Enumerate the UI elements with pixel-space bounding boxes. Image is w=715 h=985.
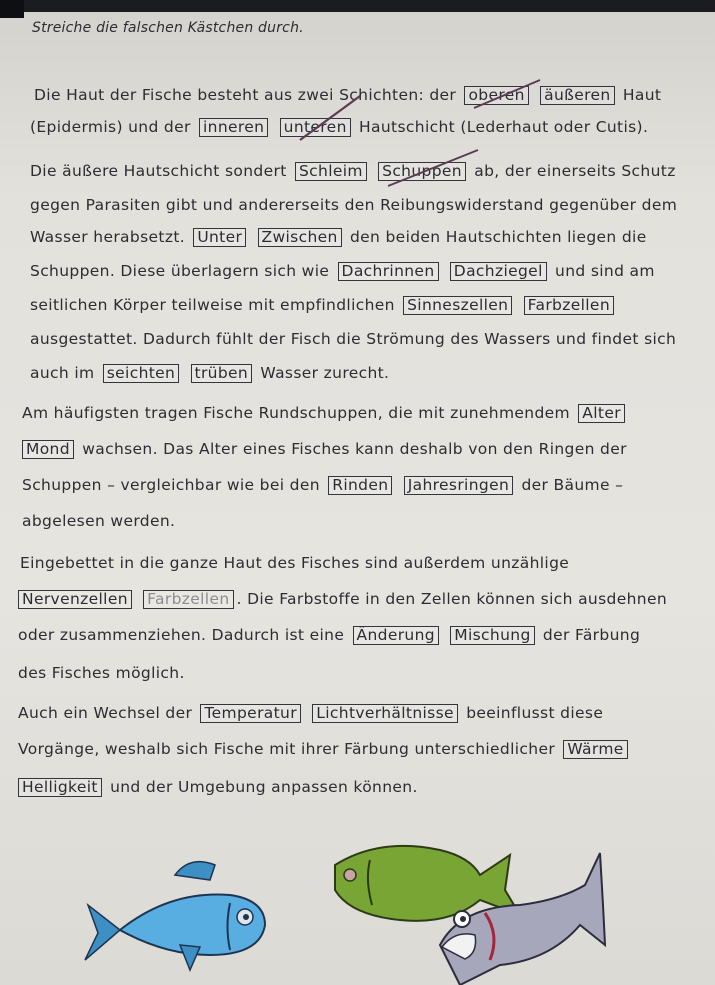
choice-box-oberen[interactable]: oberen xyxy=(464,86,528,105)
photo-corner-shadow xyxy=(0,0,24,18)
text-line xyxy=(34,86,661,105)
choice-box-mischung[interactable]: Mischung xyxy=(450,626,534,645)
text-span: Schuppen – vergleichbar wie bei den xyxy=(22,476,320,494)
text-line: abgelesen werden. xyxy=(22,512,176,530)
text-line xyxy=(18,590,667,609)
text-span: beeinflusst diese xyxy=(466,704,604,722)
text-span: Am häufigsten tragen Fische Rundschuppen, die mit zunehmendem xyxy=(22,404,571,422)
text-span: den beiden Hautschichten liegen die xyxy=(349,228,647,246)
text-line xyxy=(18,778,418,797)
choice-box-helligkeit[interactable]: Helligkeit xyxy=(18,778,102,797)
text-line xyxy=(30,364,389,383)
text-span: wachsen. Das Alter eines Fisches kann deshalb von den Ringen der xyxy=(82,440,627,458)
text-span: Auch ein Wechsel der xyxy=(18,704,193,722)
choice-box-farbzellen-2[interactable]: Farbzellen xyxy=(143,590,233,609)
choice-box-aeusseren[interactable]: äußeren xyxy=(540,86,614,105)
text-line xyxy=(22,404,628,423)
text-span: Die äußere Hautschicht sondert xyxy=(30,162,287,180)
choice-box-dachrinnen[interactable]: Dachrinnen xyxy=(338,262,439,281)
text-line: Eingebettet in die ganze Haut des Fisches sind außerdem unzählige xyxy=(20,554,570,572)
text-span: Wasser zurecht. xyxy=(260,364,390,382)
choice-box-sinneszellen[interactable]: Sinneszellen xyxy=(403,296,512,315)
text-span: Haut xyxy=(622,86,662,104)
choice-box-temperatur[interactable]: Temperatur xyxy=(200,704,301,723)
text-span: der Färbung xyxy=(542,626,641,644)
choice-box-zwischen[interactable]: Zwischen xyxy=(258,228,342,247)
fish-illustration xyxy=(80,835,610,985)
choice-box-rinden[interactable]: Rinden xyxy=(328,476,392,495)
text-span: Die Haut der Fische besteht aus zwei Schichten: der xyxy=(34,86,457,104)
choice-box-jahresringen[interactable]: Jahresringen xyxy=(404,476,513,495)
text-span: der Bäume – xyxy=(521,476,624,494)
text-line xyxy=(30,162,676,181)
choice-box-aenderung[interactable]: Änderung xyxy=(353,626,439,645)
text-span: Wasser herabsetzt. xyxy=(30,228,186,246)
text-line xyxy=(30,296,617,315)
choice-box-unter[interactable]: Unter xyxy=(193,228,246,247)
text-span: Schuppen. Diese überlagern sich wie xyxy=(30,262,330,280)
text-line: gegen Parasiten gibt und andererseits den Reibungswiderstand gegenüber dem xyxy=(30,196,678,214)
text-line: des Fisches möglich. xyxy=(18,664,185,682)
text-span: (Epidermis) und der xyxy=(30,118,191,136)
text-line xyxy=(30,262,655,281)
choice-box-mond[interactable]: Mond xyxy=(22,440,74,459)
text-line xyxy=(18,626,640,645)
text-line xyxy=(18,740,631,759)
text-line: ausgestattet. Dadurch fühlt der Fisch die Strömung des Wassers und findet sich xyxy=(30,330,677,348)
text-span: . Die Farbstoffe in den Zellen können sich ausdehnen xyxy=(236,590,668,608)
text-line xyxy=(22,476,623,495)
choice-box-schleim[interactable]: Schleim xyxy=(295,162,367,181)
choice-box-unteren[interactable]: unteren xyxy=(280,118,351,137)
text-line xyxy=(18,704,603,723)
text-span: oder zusammenziehen. Dadurch ist eine xyxy=(18,626,345,644)
text-line xyxy=(22,440,627,459)
photo-top-edge xyxy=(0,0,715,12)
choice-box-inneren[interactable]: inneren xyxy=(199,118,268,137)
text-span: Vorgänge, weshalb sich Fische mit ihrer Färbung unterschiedlicher xyxy=(18,740,556,758)
choice-box-waerme[interactable]: Wärme xyxy=(563,740,627,759)
text-span: und sind am xyxy=(555,262,655,280)
text-line xyxy=(30,118,648,137)
text-line xyxy=(30,228,647,247)
choice-box-lichtverhaeltnisse[interactable]: Lichtverhältnisse xyxy=(312,704,458,723)
blue-fish-icon xyxy=(85,862,265,970)
choice-box-dachziegel[interactable]: Dachziegel xyxy=(450,262,547,281)
text-span: und der Umgebung anpassen können. xyxy=(110,778,418,796)
choice-box-trueben[interactable]: trüben xyxy=(191,364,253,383)
choice-box-nervenzellen[interactable]: Nervenzellen xyxy=(18,590,132,609)
choice-box-alter[interactable]: Alter xyxy=(578,404,625,423)
text-span: auch im xyxy=(30,364,95,382)
text-span: ab, der einerseits Schutz xyxy=(474,162,676,180)
text-span: seitlichen Körper teilweise mit empfindlichen xyxy=(30,296,395,314)
choice-box-seichten[interactable]: seichten xyxy=(103,364,180,383)
instruction-text: Streiche die falschen Kästchen durch. xyxy=(32,20,304,36)
text-span: Hautschicht (Lederhaut oder Cutis). xyxy=(359,118,649,136)
choice-box-schuppen[interactable]: Schuppen xyxy=(378,162,466,181)
choice-box-farbzellen[interactable]: Farbzellen xyxy=(524,296,614,315)
